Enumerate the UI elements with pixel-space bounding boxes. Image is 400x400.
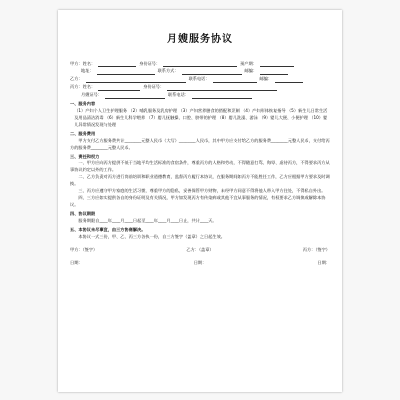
date-label-b: 日期： xyxy=(193,259,207,265)
section-paragraph: 四、三方应如实提供各自的身份证明及有关情况，甲方如发现丙方有传染病或其他不宜从事服务的情况，有权要求乙方调换或解除本协议。 xyxy=(70,195,326,208)
date-row xyxy=(70,260,330,267)
party-c-row-2 xyxy=(70,92,330,99)
party-a-id-label: 身份证号： xyxy=(139,60,161,66)
party-c-phone-label: 联系电话： xyxy=(167,92,189,98)
document-page xyxy=(58,10,342,392)
party-a-row-2 xyxy=(70,68,330,75)
section-paragraph: 甲方支付乙方服务费共计________元整人民币（大写）________人民币，其中甲方应支付给乙方的服务费________元整人民币，支付给丙方的服务费________元整人民币。 xyxy=(70,137,330,150)
section-5 xyxy=(70,227,330,241)
party-c-label: 丙方：姓名： xyxy=(70,84,96,90)
party-b-contact-label: 联系电话： xyxy=(188,76,210,82)
party-c-id-label: 身份证号： xyxy=(143,84,165,90)
section-3 xyxy=(70,154,330,209)
section-2 xyxy=(70,131,330,152)
section-paragraph: 二、乙方负责对丙方进行岗前培训和职业道德教育，监督丙方履行本协议，在服务期间如丙方不能胜任工作，乙方应根据甲方要求及时调换。 xyxy=(70,174,330,187)
date-label-c: 日期： xyxy=(317,259,330,265)
signature-party-a: 甲方：（签字） xyxy=(70,246,98,252)
section-title: 五、本协议未尽事宜，由三方协商解决。 xyxy=(70,226,146,232)
section-paragraph: 一、甲方应向丙方提供不低于当地平均生活标准的食宿条件，尊重丙方的人格和劳动，不得随意打骂、侮辱、虐待丙方，不得要求丙方从事协议约定以外的工作。 xyxy=(70,160,330,173)
section-4 xyxy=(70,211,330,225)
party-a-due-label: 预产期： xyxy=(240,60,257,66)
section-paragraph: （1）产妇个人卫生护理服务 （2）哺乳服务及乳房护理 （3）产妇营养膳食的搭配和烹制 （4）产妇形体恢复指导 （5）新生儿日常生活及用品清洁消毒 （6）新生儿科学喂养 （7）婴儿抚触操、口腔、脐带的护理 （8）婴儿洗澡、游泳 （9）婴儿大便、小便护理 （10）婴儿异常情况发现与处理 xyxy=(74,108,328,127)
signature-party-c: 丙方：（签字） xyxy=(302,246,330,252)
party-b-row xyxy=(70,76,330,83)
section-title: 三、责任和权力 xyxy=(70,153,100,159)
section-1 xyxy=(70,101,330,129)
date-label-a: 日期： xyxy=(70,259,83,265)
party-b-email-label: 邮编： xyxy=(259,76,273,82)
section-paragraph: 三、丙方应遵守甲方家庭的生活习惯，尊重甲方的隐私，妥善保管甲方财物，未经甲方同意不得将他人带入甲方住处，不得私自外出。 xyxy=(78,188,326,194)
signature-party-b: 乙方：（盖章） xyxy=(186,246,214,252)
party-a-label: 甲方：姓名： xyxy=(70,60,96,66)
document-title: 月嫂服务协议 xyxy=(167,34,233,45)
section-paragraph: 本协议一式三份，甲、乙、丙三方各执一份，自三方签字（盖章）之日起生效。 xyxy=(78,233,225,239)
section-paragraph: 服务期限自____年____月____日起至____年____月____日止，共计____天。 xyxy=(78,217,217,223)
party-a-addr-label: 地址： xyxy=(81,68,94,74)
section-title: 二、服务费用 xyxy=(70,130,96,136)
party-b-label: 乙方： xyxy=(70,76,83,82)
party-a-email-label: 邮编： xyxy=(244,68,258,74)
party-c-row-1 xyxy=(70,84,330,91)
party-a-row-1 xyxy=(70,61,330,68)
party-c-ability-label: 月嫂证号： xyxy=(81,92,102,98)
section-title: 一、服务内容 xyxy=(70,101,96,107)
party-a-contact-label: 联系方式： xyxy=(157,68,179,74)
signature-row xyxy=(70,247,330,254)
section-title: 四、协议期限 xyxy=(70,210,96,216)
